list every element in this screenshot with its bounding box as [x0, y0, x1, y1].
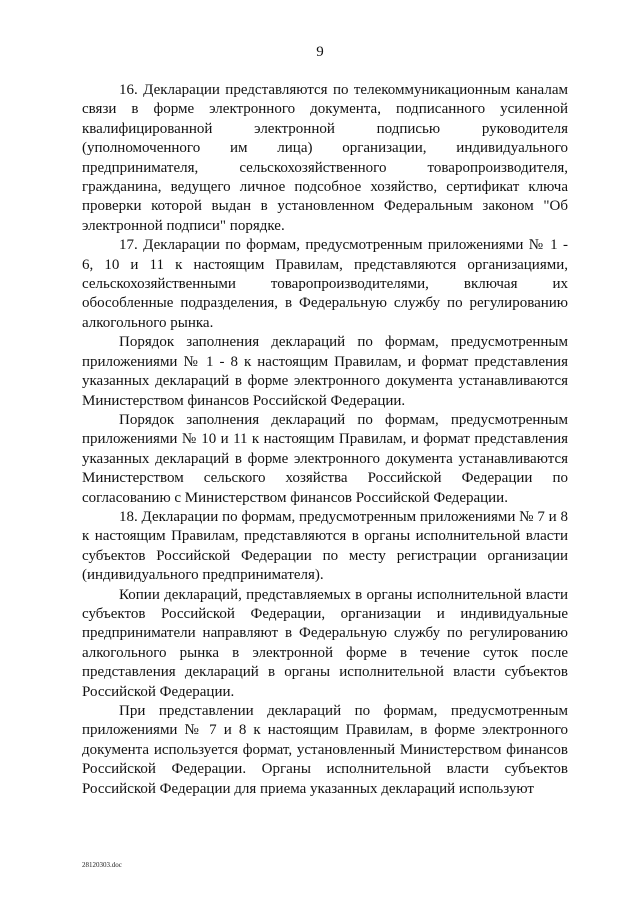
document-body [82, 81, 568, 799]
page-number: 9 [316, 44, 324, 60]
paragraph-copies-of-declarations: Копии деклараций, представляемых в органы исполнительной власти субъектов Российской Федерации, организации и индивидуальные предприниматели направляют в Федеральную службу по регулированию алкогольного рынка в электронной форме в течение суток после представления деклараций в органы исполнительной власти субъектов Российской Федерации. [82, 586, 568, 700]
paragraph-filling-order-finance-ministry: Порядок заполнения деклараций по формам, предусмотренным приложениями № 1 - 8 к настоящим Правилам, и формат представления указанных деклараций в форме электронного документа устанавливаются Министерством финансов Российской Федерации. [82, 334, 568, 409]
paragraph-electronic-format: При представлении деклараций по формам, предусмотренным приложениями № 7 и 8 к настоящим Правилам, в форме электронного документа используется формат, установленный Министерством финансов Российской Федерации. Органы исполнительной власти субъектов Российской Федерации для приема указанных деклараций используют [82, 703, 568, 797]
paragraph-filling-order-agriculture-ministry: Порядок заполнения деклараций по формам, предусмотренным приложениями № 10 и 11 к настоящим Правилам, и формат представления указанных деклараций в форме электронного документа устанавливаются Министерством сельского хозяйства Российской Федерации по согласованию с Министерством финансов Российской Федерации. [82, 411, 568, 506]
paragraph-17-declaration-forms: 17. Декларации по формам, предусмотренным приложениями № 1 - 6, 10 и 11 к настоящим Правилам, представляются организациями, сельскохозяйственными товаропроизводителями, включая их обособленные подразделения, в Федеральную службу по регулированию алкогольного рынка. [82, 237, 568, 331]
footer-filename: 28120303.doc [82, 861, 122, 869]
paragraph-18-regional-submission: 18. Декларации по формам, предусмотренным приложениями № 7 и 8 к настоящим Правилам, представляются в органы исполнительной власти субъектов Российской Федерации по месту регистрации организации (индивидуального предпринимателя). [82, 508, 568, 584]
paragraph-16-electronic-submission: 16. Декларации представляются по телекоммуникационным каналам связи в форме электронного документа, подписанного усиленной квалифицированной электронной подписью руководителя (уполномоченного им лица) организации, индивидуального предпринимателя, сельскохозяйственного товаропроизводителя, гражданина, ведущего личное подсобное хозяйство, сертификат ключа проверки которой выдан в установленном Федеральным законом "Об электронной подписи" порядке. [82, 82, 568, 234]
